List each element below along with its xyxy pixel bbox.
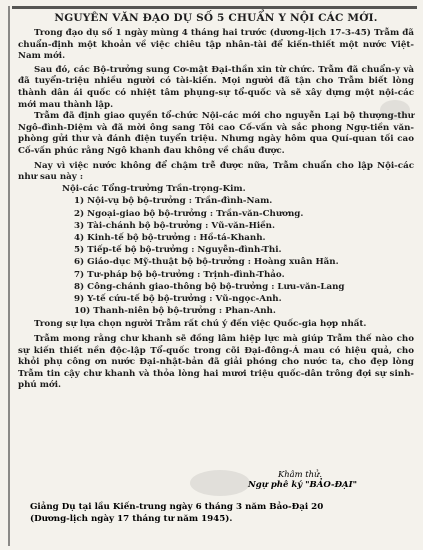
page-border-left — [8, 6, 10, 546]
footer-gregorian-date: (Dương-lịch ngày 17 tháng tư năm 1945). — [30, 514, 233, 524]
document-body — [18, 10, 414, 392]
cabinet-member: 1) Nội-vụ bộ bộ-trưởng : Trần-đình-Nam. — [74, 196, 273, 207]
cabinet-member: 10) Thanh-niên bộ bộ-trưởng : Phan-Anh. — [74, 306, 276, 317]
paragraph-ngo-dinh-diem: Trẫm đã định giao quyền tổ-chức Nội-các mới cho nguyễn Lại bộ thượng-thư Ngô-đình-Diệm và đã mời ông sang Tôi cao Cố-vấn và sắc phong Ngự-tiền văn-phòng gửi thư và đánh điện tuyển triệu. Nhưng ngày hôm qua Quí-quan tối cao Cố-vấn phúc rằng Ngô khanh đau không về chầu được. — [18, 111, 414, 156]
paragraph-closing: Trẫm mong rằng chư khanh sẽ đồng lâm hiệp lực mà giúp Trẫm thế nào cho sự kiến thiết nền độc-lập Tổ-quốc trong cõi Đại-đông-Á mau có hiệu quả, cho khỏi phụ công ơn nước Đại-nhật-bản đã giải phóng cho nước ta, cho đẹp lòng Trẫm tin cậy chư khanh và thỏa lòng hai mươi triệu quốc-dân trông đợi sự sinh-phú mới. — [18, 333, 414, 391]
cabinet-member: 3) Tài-chánh bộ bộ-trưởng : Vũ-văn-Hiền. — [74, 220, 276, 231]
cabinet-member: 5) Tiếp-tế bộ bộ-trưởng : Nguyễn-đình-Thi. — [74, 245, 282, 256]
paragraph-resignation: Sau đó, các Bộ-trưởng sung Cơ-mật Đại-thần xin từ chức. Trẫm đã chuẩn-y và đã tuyển-triệu nhiều người có tài-kiến. Mọi người đã tận cho Trẫm biết lòng thành dân ái quốc có nhiệt tâm phụng-sự tổ-quốc và sẽ xây dựng một nội-các mới mau thành lập. — [18, 64, 414, 110]
sign-note: Khâm thử. — [278, 469, 323, 479]
paragraph-unity: Trong sự lựa chọn người Trẫm rất chú ý đến việc Quốc-gia hợp nhất. — [34, 319, 367, 330]
paragraph-intro: Trong đạo dụ số 1 ngày mùng 4 tháng hai trước (dương-lịch 17-3-45) Trẫm đã chuẩn-định một khoản về việc chiêu tập nhân-tài để kiến-thiết một nước Việt-Nam mới. — [18, 28, 414, 62]
cabinet-member: 4) Kinh-tế bộ bộ-trưởng : Hồ-tá-Khanh. — [74, 232, 266, 243]
cabinet-member-list — [18, 195, 414, 317]
document-footer — [30, 501, 415, 525]
cabinet-member: 9) Y-tế cứu-tế bộ bộ-trưởng : Vũ-ngọc-Anh. — [74, 293, 282, 304]
paragraph-decree: Nay vì việc nước không để chậm trễ được nữa, Trẫm chuẩn cho lập Nội-các như sau này : — [18, 160, 414, 183]
cabinet-head: Nội-các Tổng-trưởng Trần-trọng-Kim. — [62, 183, 246, 194]
cabinet-member: 6) Giáo-dục Mỹ-thuật bộ bộ-trưởng : Hoàng xuân Hãn. — [74, 257, 339, 268]
cabinet-member: 8) Công-chánh giao-thông bộ bộ-trưởng : Lưu-văn-Lang — [74, 281, 345, 292]
paper-stain — [190, 470, 250, 496]
cabinet-member: 2) Ngoại-giao bộ bộ-trưởng : Trần-văn-Chương. — [74, 208, 304, 219]
document-title: NGUYÊN VĂN ĐẠO DỤ SỐ 5 CHUẨN Y NỘI CÁC MỚI. — [54, 12, 378, 24]
footer-place-date: Giảng Dụ tại lầu Kiến-trung ngày 6 tháng 3 năm Bảo-Đại 20 — [30, 502, 324, 512]
imperial-signature: Ngự phê ký "BẢO-ĐẠI" — [248, 480, 358, 490]
signature-block — [248, 469, 418, 490]
cabinet-member: 7) Tư-pháp bộ bộ-trưởng : Trịnh-đình-Thảo. — [74, 269, 285, 280]
page-border-top — [12, 6, 417, 9]
